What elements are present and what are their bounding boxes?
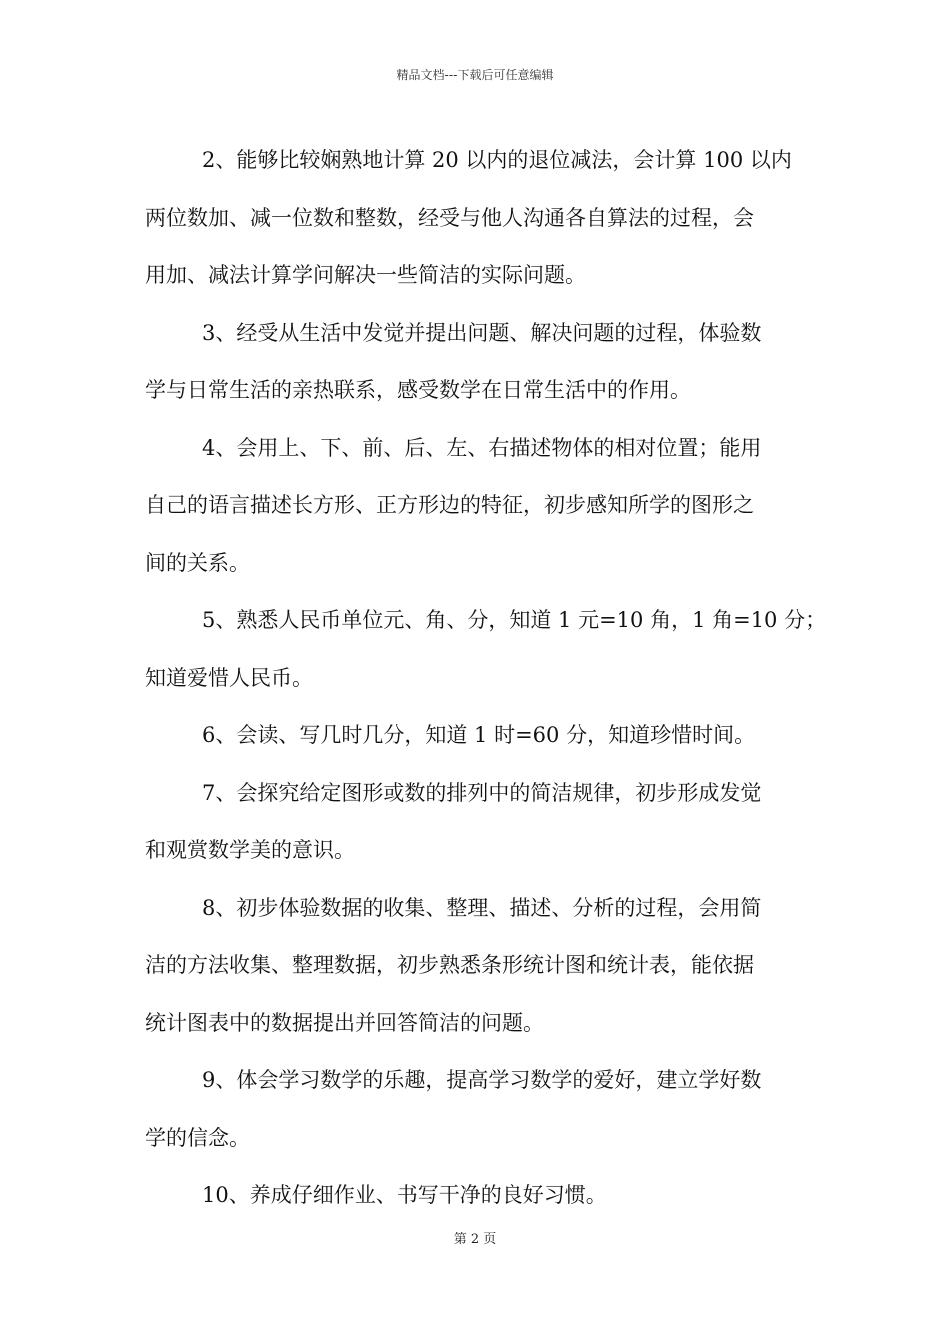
paragraph-line: 8、初步体验数据的收集、整理、描述、分析的过程，会用简 [202,895,762,920]
paragraph-line: 统计图表中的数据提出并回答简洁的问题。 [145,1010,544,1035]
paragraph-line: 3、经受从生活中发觉并提出问题、解决问题的过程，体验数 [202,320,762,345]
paragraph-line: 知道爱惜人民币。 [145,665,313,690]
paragraph [145,707,825,765]
paragraph-line: 9、体会学习数学的乐趣，提高学习数学的爱好，建立学好数 [202,1068,762,1092]
paragraph-line: 间的关系。 [145,550,250,575]
paragraph-line: 两位数加、减一位数和整数，经受与他人沟通各自算法的过程，会 [145,205,754,230]
page-header: 精品文档---下载后可任意编辑 [396,68,554,82]
paragraph-line: 5、熟悉人民币单位元、角、分，知道 1 元=10 角，1 角=10 分； [202,608,827,632]
paragraph-line: 2、能够比较娴熟地计算 20 以内的退位减法，会计算 100 以内 [202,148,792,172]
paragraph-line: 学的信念。 [145,1125,250,1150]
document-body [145,132,825,1225]
paragraph [145,132,825,305]
paragraph-line: 10、养成仔细作业、书写干净的良好习惯。 [202,1183,607,1207]
paragraph-line: 用加、减法计算学问解决一些简洁的实际问题。 [145,263,586,287]
paragraph-line: 学与日常生活的亲热联系，感受数学在日常生活中的作用。 [145,378,691,402]
page-number: 第 2 页 [453,1232,497,1247]
paragraph [145,880,825,1053]
paragraph [145,592,825,707]
paragraph [145,305,825,420]
paragraph-line: 和观赏数学美的意识。 [145,838,355,862]
paragraph-line: 洁的方法收集、整理数据，初步熟悉条形统计图和统计表，能依据 [145,953,754,977]
paragraph-line: 6、会读、写几时几分，知道 1 时=60 分，知道珍惜时间。 [202,723,756,747]
paragraph-line: 4、会用上、下、前、后、左、右描述物体的相对位置；能用 [202,435,762,460]
paragraph [145,1167,825,1225]
paragraph [145,1052,825,1167]
paragraph [145,765,825,880]
paragraph-line: 7、会探究给定图形或数的排列中的简洁规律，初步形成发觉 [202,780,762,805]
paragraph-line: 自己的语言描述长方形、正方形边的特征，初步感知所学的图形之 [145,493,754,517]
paragraph [145,420,825,593]
